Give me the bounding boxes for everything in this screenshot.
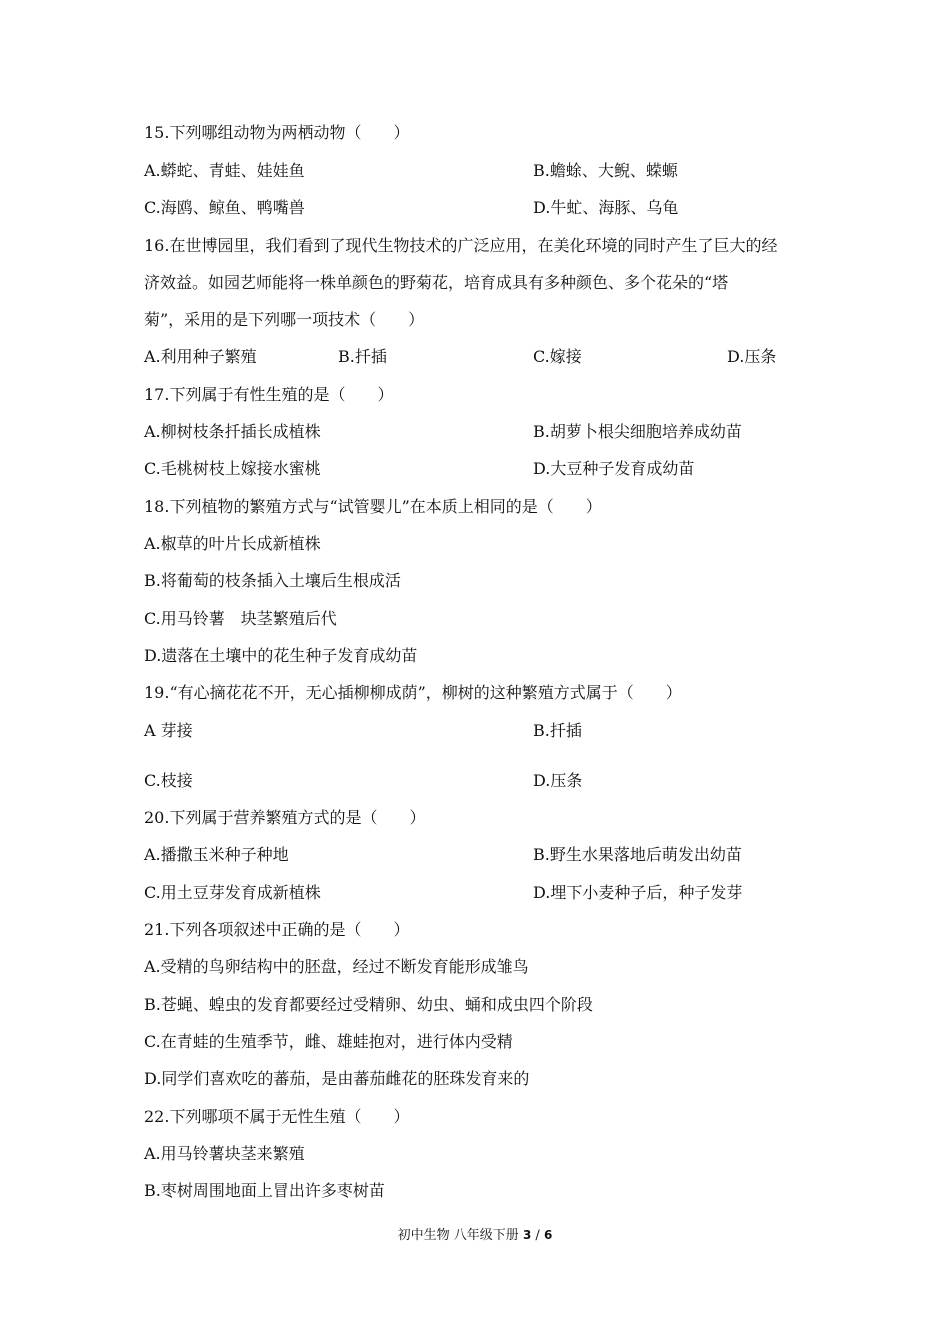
q20-option-d: D.埋下小麦种子后，种子发芽 [533, 883, 743, 902]
q17-option-b: B.胡萝卜根尖细胞培养成幼苗 [533, 422, 742, 441]
q15-option-a: A.蟒蛇、青蛙、娃娃鱼 [144, 161, 305, 180]
q19-option-b: B.扦插 [533, 721, 582, 740]
page-number: 3 [522, 1228, 532, 1242]
q17-option-c: C.毛桃树枝上嫁接水蜜桃 [144, 459, 321, 478]
q18-option-c: C.用马铃薯 块茎繁殖后代 [144, 609, 337, 628]
q21-option-b: B.苍蝇、蝗虫的发育都要经过受精卵、幼虫、蛹和成虫四个阶段 [144, 995, 593, 1014]
question-21-stem: 21.下列各项叙述中正确的是（ ） [144, 920, 410, 939]
q20-option-b: B.野生水果落地后萌发出幼苗 [533, 845, 742, 864]
q19-option-a: A 芽接 [144, 721, 193, 740]
question-16-stem-line-1: 16.在世博园里，我们看到了现代生物技术的广泛应用，在美化环境的同时产生了巨大的经 [144, 236, 778, 255]
q19-option-d: D.压条 [533, 771, 583, 790]
page-footer [0, 1226, 950, 1245]
question-16-stem-line-2: 济效益。如园艺师能将一株单颜色的野菊花，培育成具有多种颜色、多个花朵的“塔 [144, 273, 729, 292]
q17-option-d: D.大豆种子发育成幼苗 [533, 459, 695, 478]
q21-option-d: D.同学们喜欢吃的蕃茄，是由蕃茄雌花的胚珠发育来的 [144, 1069, 530, 1088]
question-22-stem: 22.下列哪项不属于无性生殖（ ） [144, 1107, 410, 1126]
q22-option-b: B.枣树周围地面上冒出许多枣树苗 [144, 1181, 385, 1200]
question-18-stem: 18.下列植物的繁殖方式与“试管婴儿”在本质上相同的是（ ） [144, 497, 602, 516]
question-19-stem: 19.“有心摘花花不开，无心插柳柳成荫”，柳树的这种繁殖方式属于（ ） [144, 683, 682, 702]
q17-option-a: A.柳树枝条扦插长成植株 [144, 422, 321, 441]
question-15-stem: 15.下列哪组动物为两栖动物（ ） [144, 123, 410, 142]
q20-option-a: A.播撒玉米种子种地 [144, 845, 289, 864]
q18-option-d: D.遗落在土壤中的花生种子发育成幼苗 [144, 646, 418, 665]
q21-option-a: A.受精的鸟卵结构中的胚盘，经过不断发育能形成雏鸟 [144, 957, 529, 976]
q15-option-d: D.牛虻、海豚、乌龟 [533, 198, 679, 217]
page-total: 6 [543, 1228, 553, 1242]
q16-option-b: B.扦插 [338, 347, 387, 366]
question-17-stem: 17.下列属于有性生殖的是（ ） [144, 385, 394, 404]
q15-option-b: B.蟾蜍、大鲵、蝾螈 [533, 161, 678, 180]
q21-option-c: C.在青蛙的生殖季节，雌、雄蛙抱对，进行体内受精 [144, 1032, 513, 1051]
q18-option-a: A.椒草的叶片长成新植株 [144, 534, 321, 553]
q16-option-d: D.压条 [727, 347, 777, 366]
footer-label: 初中生物 八年级下册 [397, 1228, 523, 1243]
q19-option-c: C.枝接 [144, 771, 193, 790]
page-separator: / [531, 1228, 544, 1243]
q20-option-c: C.用土豆芽发育成新植株 [144, 883, 321, 902]
q15-option-c: C.海鸥、鲸鱼、鸭嘴兽 [144, 198, 305, 217]
question-16-stem-line-3: 菊”，采用的是下列哪一项技术（ ） [144, 310, 425, 329]
question-20-stem: 20.下列属于营养繁殖方式的是（ ） [144, 808, 426, 827]
q16-option-c: C.嫁接 [533, 347, 582, 366]
q22-option-a: A.用马铃薯块茎来繁殖 [144, 1144, 305, 1163]
q16-option-a: A.利用种子繁殖 [144, 347, 257, 366]
q18-option-b: B.将葡萄的枝条插入土壤后生根成活 [144, 571, 401, 590]
